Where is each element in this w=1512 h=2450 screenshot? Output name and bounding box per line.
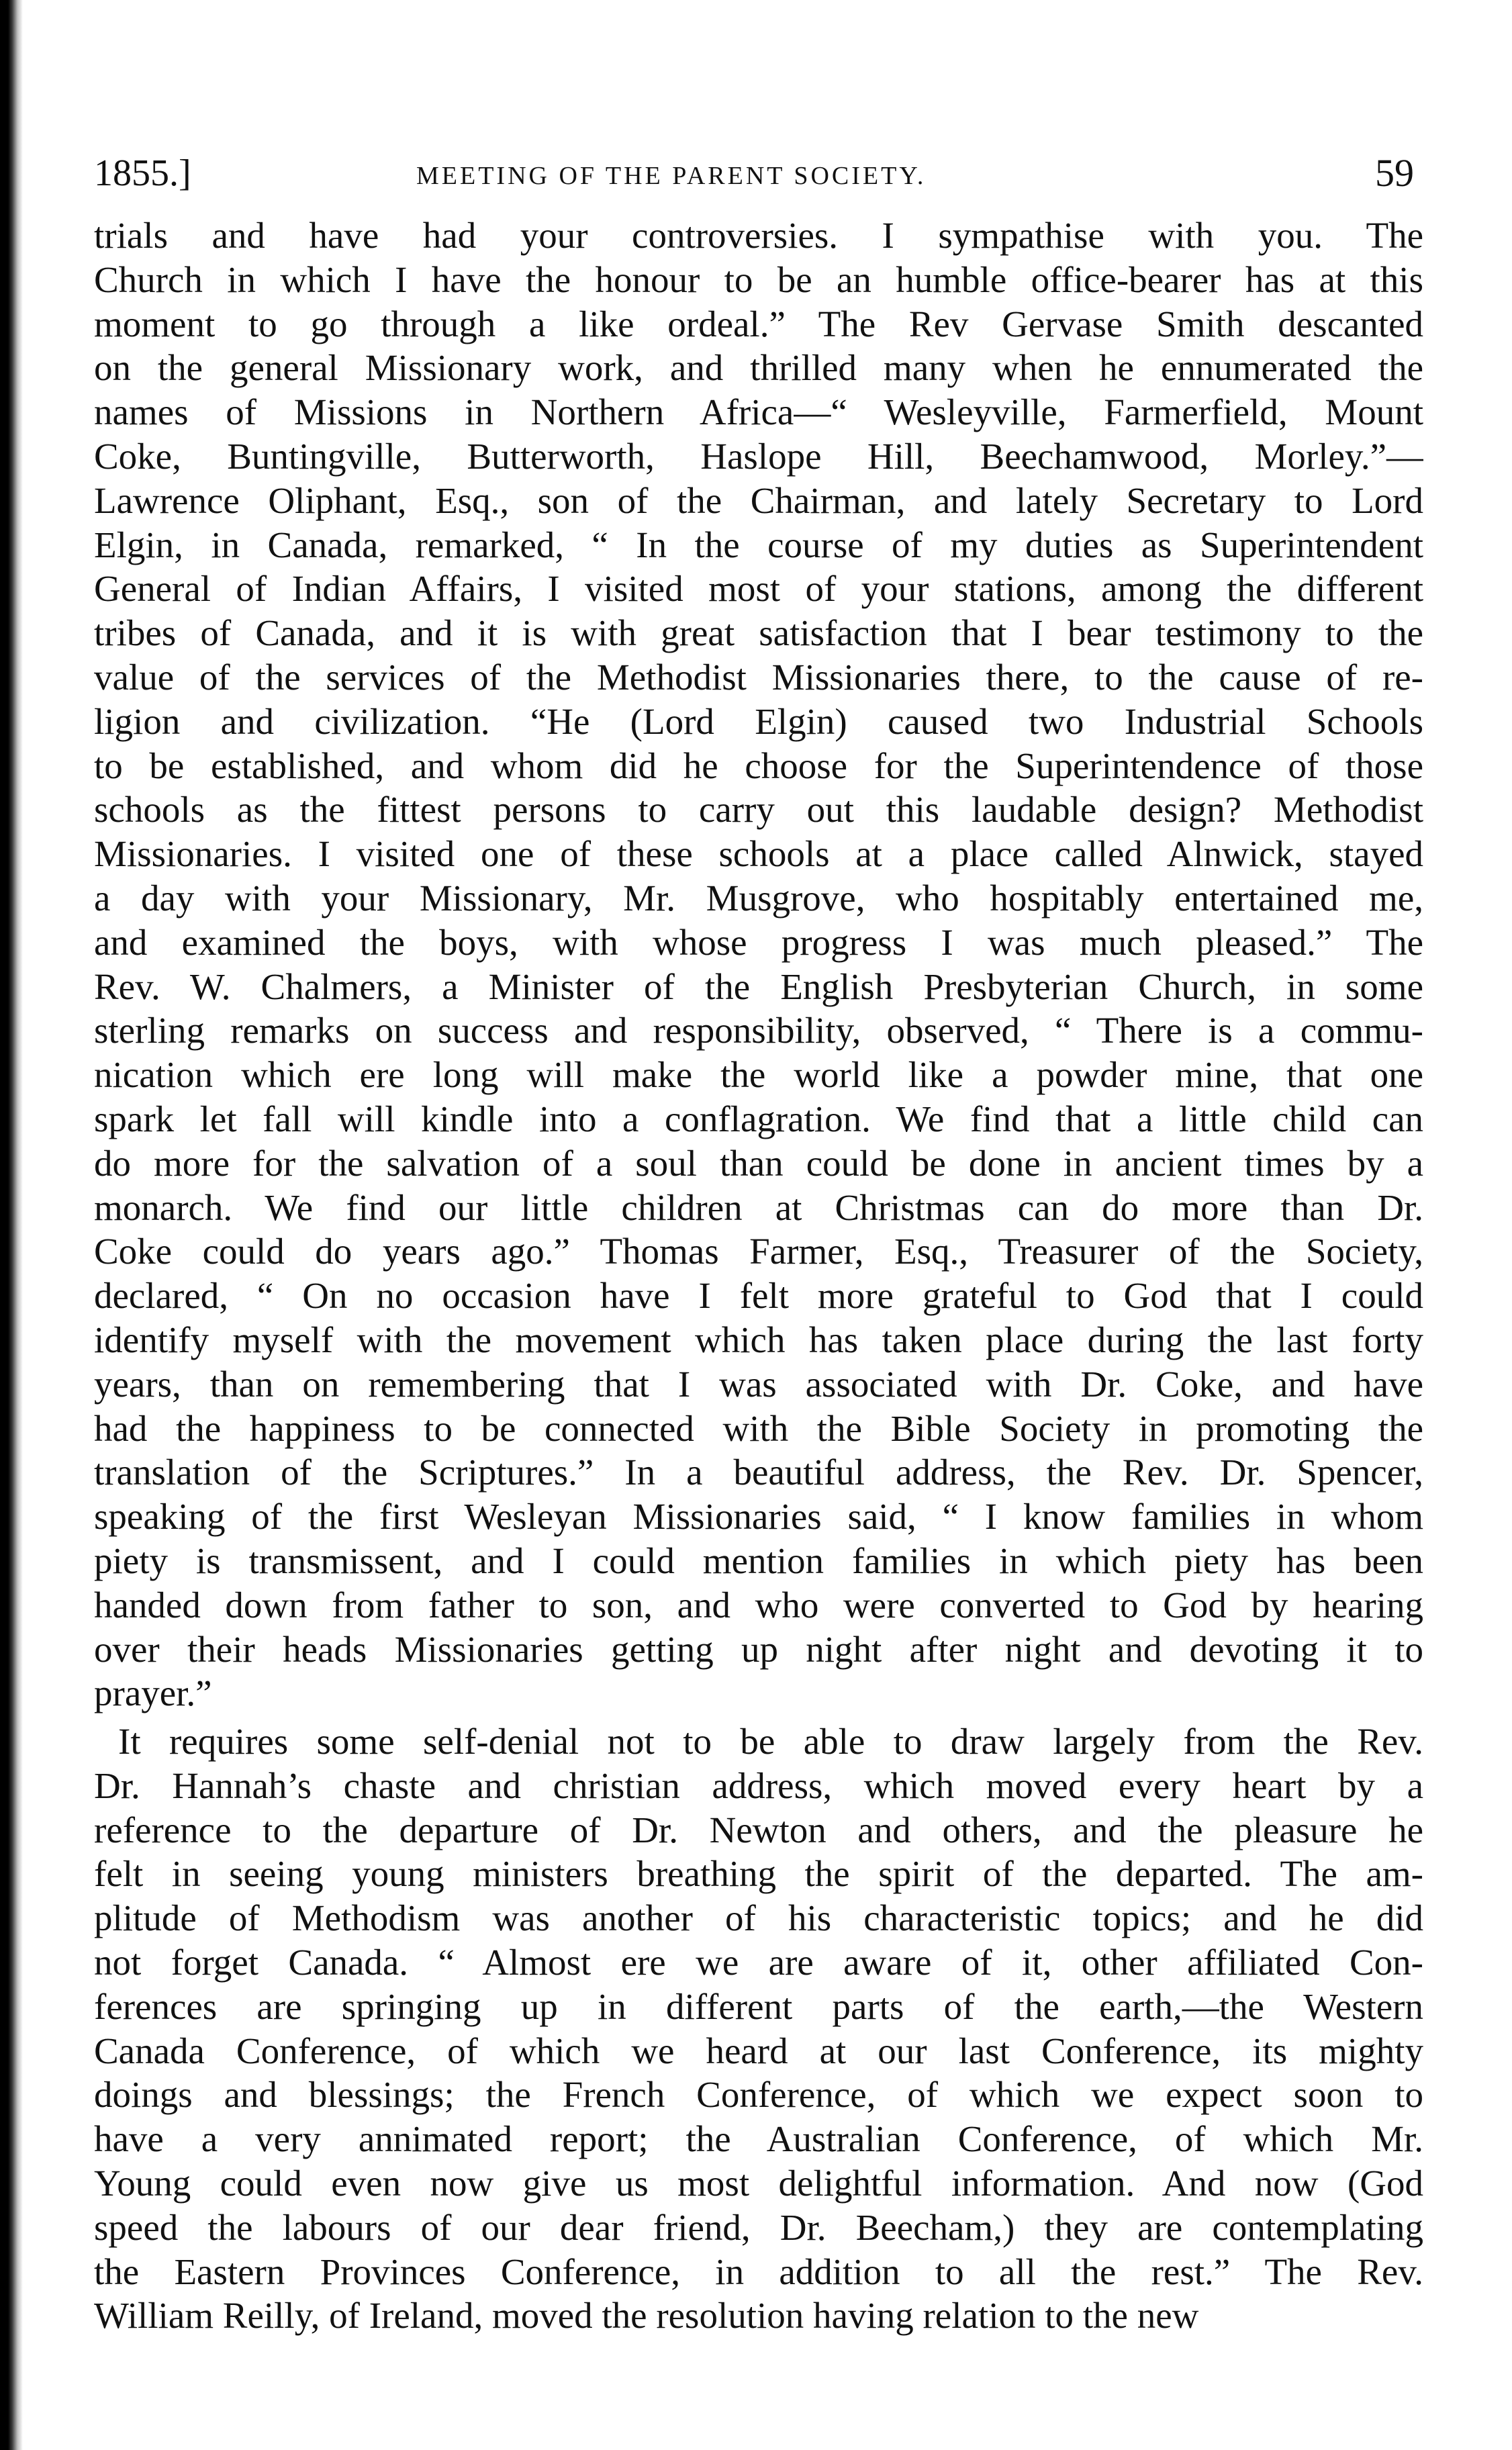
text-line: ferences are springing up in different parts of the earth,—the Western	[94, 1985, 1423, 2027]
text-line: prayer.”	[94, 1672, 212, 1714]
text-line: Elgin, in Canada, remarked, “ In the course of my duties as Superintendent	[94, 524, 1423, 565]
text-line: handed down from father to son, and who were converted to God by hearing	[94, 1584, 1423, 1626]
text-line: Church in which I have the honour to be an humble office-bearer has at this	[94, 258, 1423, 300]
paragraph-1	[94, 214, 1423, 1715]
text-line: on the general Missionary work, and thrilled many when he ennumerated the	[94, 347, 1423, 389]
running-header	[94, 146, 1423, 214]
text-line: Missionaries. I visited one of these schools at a place called Alnwick, stayed	[94, 833, 1423, 875]
text-line: do more for the salvation of a soul than could be done in ancient times by a	[94, 1142, 1423, 1184]
text-line: and examined the boys, with whose progress I was much pleased.” The	[94, 921, 1423, 963]
text-line: sterling remarks on success and responsibility, observed, “ There is a commu-	[94, 1010, 1423, 1051]
text-line: felt in seeing young ministers breathing the spirit of the departed. The am-	[94, 1853, 1423, 1895]
text-line: names of Missions in Northern Africa—“ Wesleyville, Farmerfield, Mount	[94, 391, 1423, 433]
text-line: the Eastern Provinces Conference, in addition to all the rest.” The Rev.	[94, 2251, 1423, 2292]
text-line: a day with your Missionary, Mr. Musgrove, who hospitably entertained me,	[94, 877, 1423, 918]
text-line: Lawrence Oliphant, Esq., son of the Chairman, and lately Secretary to Lord	[94, 479, 1423, 521]
text-line: William Reilly, of Ireland, moved the resolution having relation to the new	[94, 2295, 1199, 2337]
text-line: Young could even now give us most delightful information. And now (God	[94, 2163, 1423, 2204]
text-line: not forget Canada. “ Almost ere we are aware of it, other affiliated Con-	[94, 1942, 1423, 1983]
text-line: declared, “ On no occasion have I felt more grateful to God that I could	[94, 1275, 1423, 1317]
text-line: translation of the Scriptures.” In a beautiful address, the Rev. Dr. Spencer,	[94, 1452, 1423, 1493]
text-line: tribes of Canada, and it is with great satisfaction that I bear testimony to the	[94, 612, 1423, 654]
text-line: spark let fall will kindle into a conflagration. We find that a little child can	[94, 1098, 1423, 1139]
text-line: moment to go through a like ordeal.” The Rev Gervase Smith descanted	[94, 303, 1423, 344]
text-line: schools as the fittest persons to carry out this laudable design? Methodist	[94, 789, 1423, 831]
header-title: MEETING OF THE PARENT SOCIETY.	[416, 162, 927, 190]
text-line: Dr. Hannah’s chaste and christian address, which moved every heart by a	[94, 1764, 1423, 1806]
text-line: General of Indian Affairs, I visited most of your stations, among the different	[94, 568, 1423, 610]
text-line: reference to the departure of Dr. Newton and others, and the pleasure he	[94, 1809, 1423, 1850]
text-line: years, than on remembering that I was associated with Dr. Coke, and have	[94, 1363, 1423, 1405]
text-line: value of the services of the Methodist Missionaries there, to the cause of re-	[94, 656, 1423, 698]
text-line: Coke, Buntingville, Butterworth, Haslope Hill, Beechamwood, Morley.”—	[94, 435, 1423, 477]
text-line: trials and have had your controversies. I sympathise with you. The	[94, 215, 1423, 256]
header-year: 1855.]	[94, 152, 191, 194]
text-line: over their heads Missionaries getting up night after night and devoting it to	[94, 1628, 1423, 1670]
paragraph-2	[94, 1719, 1423, 2338]
text-line: ligion and civilization. “He (Lord Elgin) caused two Industrial Schools	[94, 700, 1423, 742]
text-line: doings and blessings; the French Conference, of which we expect soon to	[94, 2074, 1423, 2116]
text-line: speed the labours of our dear friend, Dr. Beecham,) they are contemplating	[94, 2206, 1423, 2248]
text-line: monarch. We find our little children at Christmas can do more than Dr.	[94, 1186, 1423, 1228]
text-line: piety is transmissent, and I could mention families in which piety has been	[94, 1540, 1423, 1581]
text-line: It requires some self-denial not to be able to draw largely from the Rev.	[118, 1721, 1423, 1762]
page-number: 59	[1375, 151, 1414, 195]
text-line: Canada Conference, of which we heard at our last Conference, its mighty	[94, 2030, 1423, 2071]
text-line: Coke could do years ago.” Thomas Farmer, Esq., Treasurer of the Society,	[94, 1231, 1423, 1272]
text-line: Rev. W. Chalmers, a Minister of the English Presbyterian Church, in some	[94, 965, 1423, 1007]
text-line: had the happiness to be connected with the Bible Society in promoting the	[94, 1407, 1423, 1449]
text-line: speaking of the first Wesleyan Missionaries said, “ I know families in whom	[94, 1496, 1423, 1538]
text-line: identify myself with the movement which has taken place during the last forty	[94, 1319, 1423, 1360]
text-line: to be established, and whom did he choose for the Superintendence of those	[94, 745, 1423, 786]
text-line: have a very annimated report; the Australian Conference, of which Mr.	[94, 2118, 1423, 2160]
text-line: nication which ere long will make the world like a powder mine, that one	[94, 1054, 1423, 1096]
binding-edge	[0, 0, 23, 2450]
book-page	[94, 146, 1423, 2338]
text-line: plitude of Methodism was another of his characteristic topics; and he did	[94, 1897, 1423, 1939]
